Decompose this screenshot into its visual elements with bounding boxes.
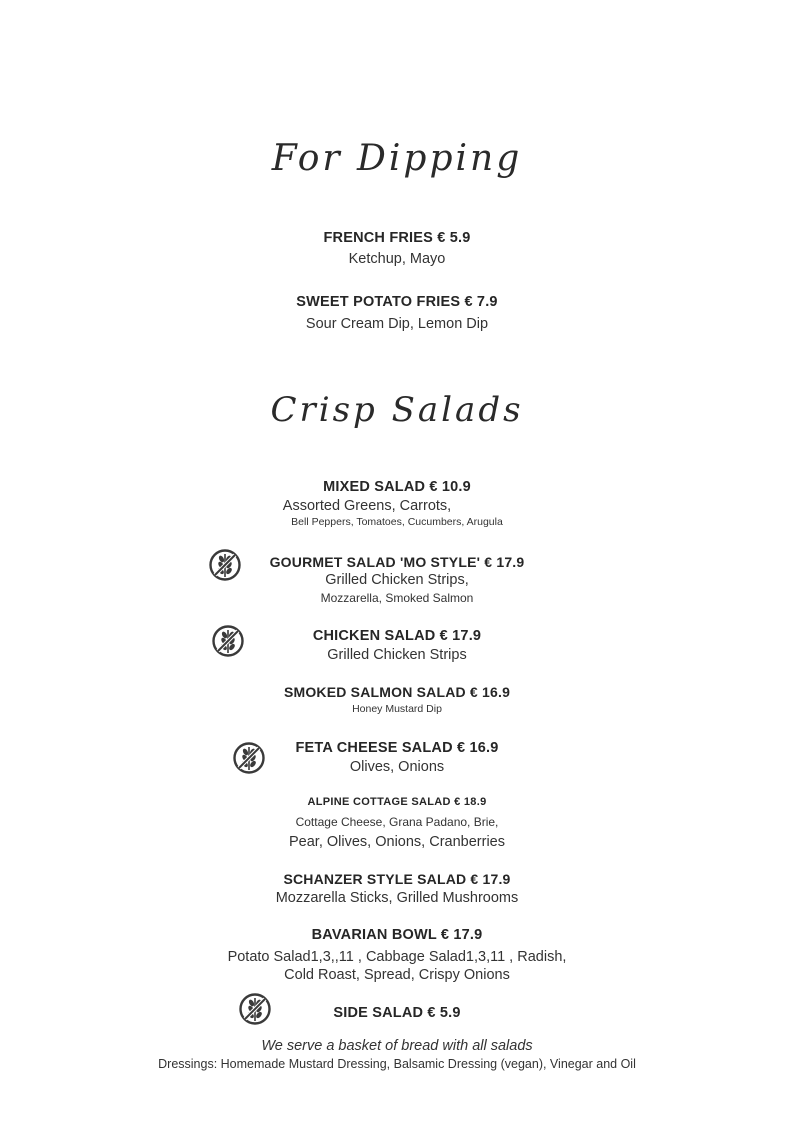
menu-item-desc: Honey Mustard Dip — [352, 703, 442, 715]
menu-item-desc: Assorted Greens, Carrots, — [282, 498, 452, 514]
menu-item-desc-2: Bell Peppers, Tomatoes, Cucumbers, Arugula — [291, 516, 503, 528]
dressings-note: Dressings: Homemade Mustard Dressing, Balsamic Dressing (vegan), Vinegar and Oil — [158, 1057, 636, 1071]
menu-item-title: SCHANZER STYLE SALAD € 17.9 — [283, 871, 511, 887]
menu-item-desc-2: Cold Roast, Spread, Crispy Onions — [284, 967, 510, 983]
menu-item-title: MIXED SALAD € 10.9 — [323, 479, 471, 495]
menu-item-title: BAVARIAN BOWL € 17.9 — [311, 927, 483, 943]
bread-note: We serve a basket of bread with all salads — [261, 1038, 533, 1054]
menu-item-desc: Sour Cream Dip, Lemon Dip — [305, 316, 489, 332]
section-heading-dipping: For Dipping — [271, 138, 523, 179]
menu-item-desc: Potato Salad1,3,,11 , Cabbage Salad1,3,11 , Radish, — [227, 949, 567, 965]
section-heading-salads: Crisp Salads — [270, 390, 524, 430]
menu-item-desc: Ketchup, Mayo — [348, 251, 446, 267]
menu-item-title: GOURMET SALAD 'MO STYLE' € 17.9 — [269, 554, 525, 570]
menu-item-desc: Cottage Cheese, Grana Padano, Brie, — [295, 815, 499, 829]
menu-item-title: SWEET POTATO FRIES € 7.9 — [296, 294, 498, 310]
menu-item-desc: Olives, Onions — [349, 759, 445, 775]
menu-item-title: FRENCH FRIES € 5.9 — [323, 230, 471, 246]
menu-item-desc-2: Mozzarella, Smoked Salmon — [320, 591, 474, 605]
menu-item-title: FETA CHEESE SALAD € 16.9 — [295, 740, 499, 756]
menu-item-title: ALPINE COTTAGE SALAD € 18.9 — [307, 796, 487, 808]
menu-item-desc: Grilled Chicken Strips — [327, 647, 467, 663]
menu-item-desc: Mozzarella Sticks, Grilled Mushrooms — [275, 890, 519, 906]
menu-item-desc: Grilled Chicken Strips, — [325, 572, 469, 588]
menu-item-title: CHICKEN SALAD € 17.9 — [312, 628, 482, 644]
menu-item-title: SMOKED SALMON SALAD € 16.9 — [283, 684, 511, 700]
menu-item-desc-2: Pear, Olives, Onions, Cranberries — [289, 834, 505, 850]
menu-item-title: SIDE SALAD € 5.9 — [333, 1005, 461, 1021]
